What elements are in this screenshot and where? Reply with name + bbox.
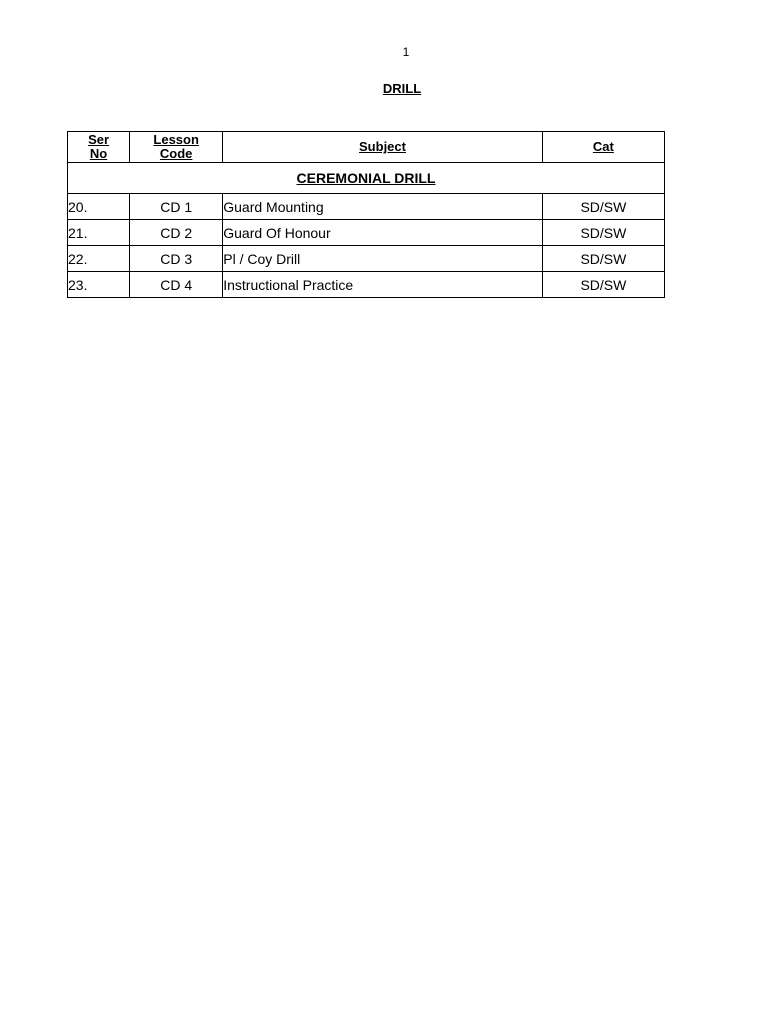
page-number: 1 <box>402 45 410 59</box>
document-title: DRILL <box>382 81 422 96</box>
subject-cell: Guard Of Honour <box>223 220 543 246</box>
header-code-line2: Code <box>159 146 193 161</box>
drill-lesson-table <box>67 131 665 298</box>
subject-cell: Instructional Practice <box>223 272 543 298</box>
header-subject <box>223 132 543 163</box>
lesson-code-cell: CD 1 <box>130 194 223 220</box>
ser-no-cell: 21. <box>68 220 130 246</box>
table-row <box>68 194 665 220</box>
header-cat-label: Cat <box>592 139 614 154</box>
subject-cell: Guard Mounting <box>223 194 543 220</box>
section-heading-cell <box>68 163 665 194</box>
header-subject-label: Subject <box>359 139 406 154</box>
cat-cell: SD/SW <box>542 194 664 220</box>
section-row <box>68 163 665 194</box>
lesson-code-cell: CD 4 <box>130 272 223 298</box>
table-row <box>68 246 665 272</box>
header-ser-line2: No <box>89 146 108 161</box>
header-ser-line1: Ser <box>88 132 110 147</box>
lesson-code-cell: CD 2 <box>130 220 223 246</box>
table-header-row <box>68 132 665 163</box>
subject-cell: Pl / Coy Drill <box>223 246 543 272</box>
cat-cell: SD/SW <box>542 220 664 246</box>
lesson-code-cell: CD 3 <box>130 246 223 272</box>
header-lesson-code <box>130 132 223 163</box>
cat-cell: SD/SW <box>542 272 664 298</box>
header-code-line1: Lesson <box>153 132 199 147</box>
cat-cell: SD/SW <box>542 246 664 272</box>
ser-no-cell: 23. <box>68 272 130 298</box>
header-cat <box>542 132 664 163</box>
ser-no-cell: 22. <box>68 246 130 272</box>
section-heading: CEREMONIAL DRILL <box>296 170 436 186</box>
table-row <box>68 220 665 246</box>
header-ser-no <box>68 132 130 163</box>
ser-no-cell: 20. <box>68 194 130 220</box>
table-row <box>68 272 665 298</box>
